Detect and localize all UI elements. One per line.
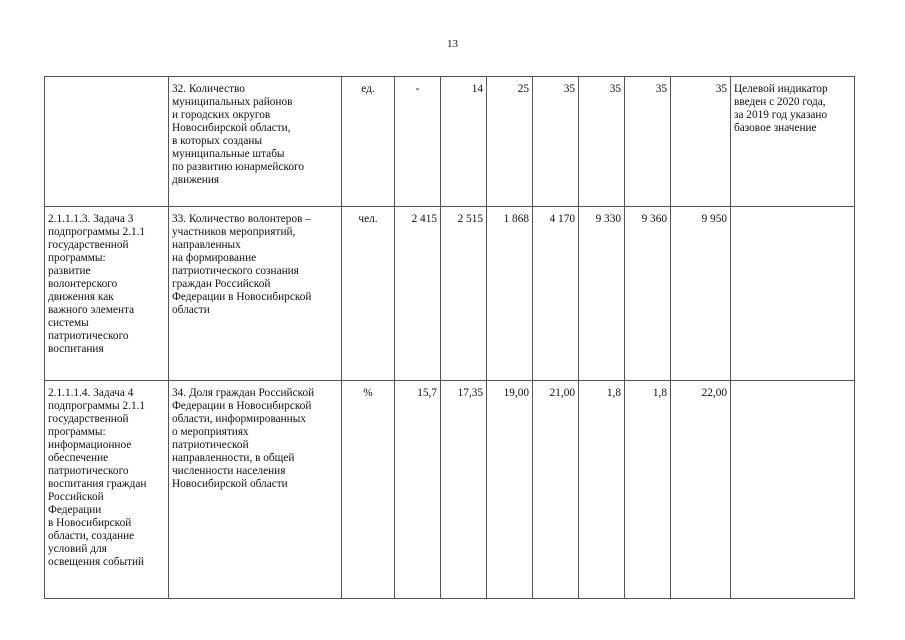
task-cell: 2.1.1.1.4. Задача 4 подпрограммы 2.1.1 государственной программы: информационное обеспечение патриотического воспитания граждан Российской Федерации в Новосибирской области, создание условий для освещения событий [45, 381, 169, 599]
page-number: 13 [447, 38, 458, 50]
value-cell: 22,00 [671, 381, 731, 599]
value-cell: 9 330 [579, 207, 625, 381]
unit-cell: чел. [342, 207, 395, 381]
value-cell: 1,8 [625, 381, 671, 599]
indicator-cell: 33. Количество волонтеров – участников мероприятий, направленных на формирование патриотического сознания граждан Российской Федерации в Новосибирской области [169, 207, 342, 381]
value-cell: 25 [487, 77, 533, 207]
value-cell: 17,35 [441, 381, 487, 599]
indicators-table [44, 76, 855, 599]
value-cell: 21,00 [533, 381, 579, 599]
note-cell [731, 207, 855, 381]
value-cell: 4 170 [533, 207, 579, 381]
table-row [45, 77, 855, 207]
value-cell: 2 515 [441, 207, 487, 381]
value-cell: 1,8 [579, 381, 625, 599]
value-cell: 9 360 [625, 207, 671, 381]
value-cell: 35 [579, 77, 625, 207]
table-row [45, 381, 855, 599]
value-cell: 9 950 [671, 207, 731, 381]
indicator-cell: 34. Доля граждан Российской Федерации в Новосибирской области, информированных о мероприятиях патриотической направленности, в общей численности населения Новосибирской области [169, 381, 342, 599]
value-cell: 15,7 [395, 381, 441, 599]
value-cell: 2 415 [395, 207, 441, 381]
indicator-cell: 32. Количество муниципальных районов и городских округов Новосибирской области, в которых созданы муниципальные штабы по развитию юнармейского движения [169, 77, 342, 207]
value-cell: 14 [441, 77, 487, 207]
note-cell [731, 381, 855, 599]
value-cell: 35 [671, 77, 731, 207]
value-cell: - [395, 77, 441, 207]
unit-cell: % [342, 381, 395, 599]
value-cell: 35 [533, 77, 579, 207]
value-cell: 35 [625, 77, 671, 207]
task-cell: 2.1.1.1.3. Задача 3 подпрограммы 2.1.1 государственной программы: развитие волонтерского движения как важного элемента системы патриотического воспитания [45, 207, 169, 381]
value-cell: 19,00 [487, 381, 533, 599]
task-cell [45, 77, 169, 207]
unit-cell: ед. [342, 77, 395, 207]
table-row [45, 207, 855, 381]
value-cell: 1 868 [487, 207, 533, 381]
note-cell: Целевой индикатор введен с 2020 года, за 2019 год указано базовое значение [731, 77, 855, 207]
